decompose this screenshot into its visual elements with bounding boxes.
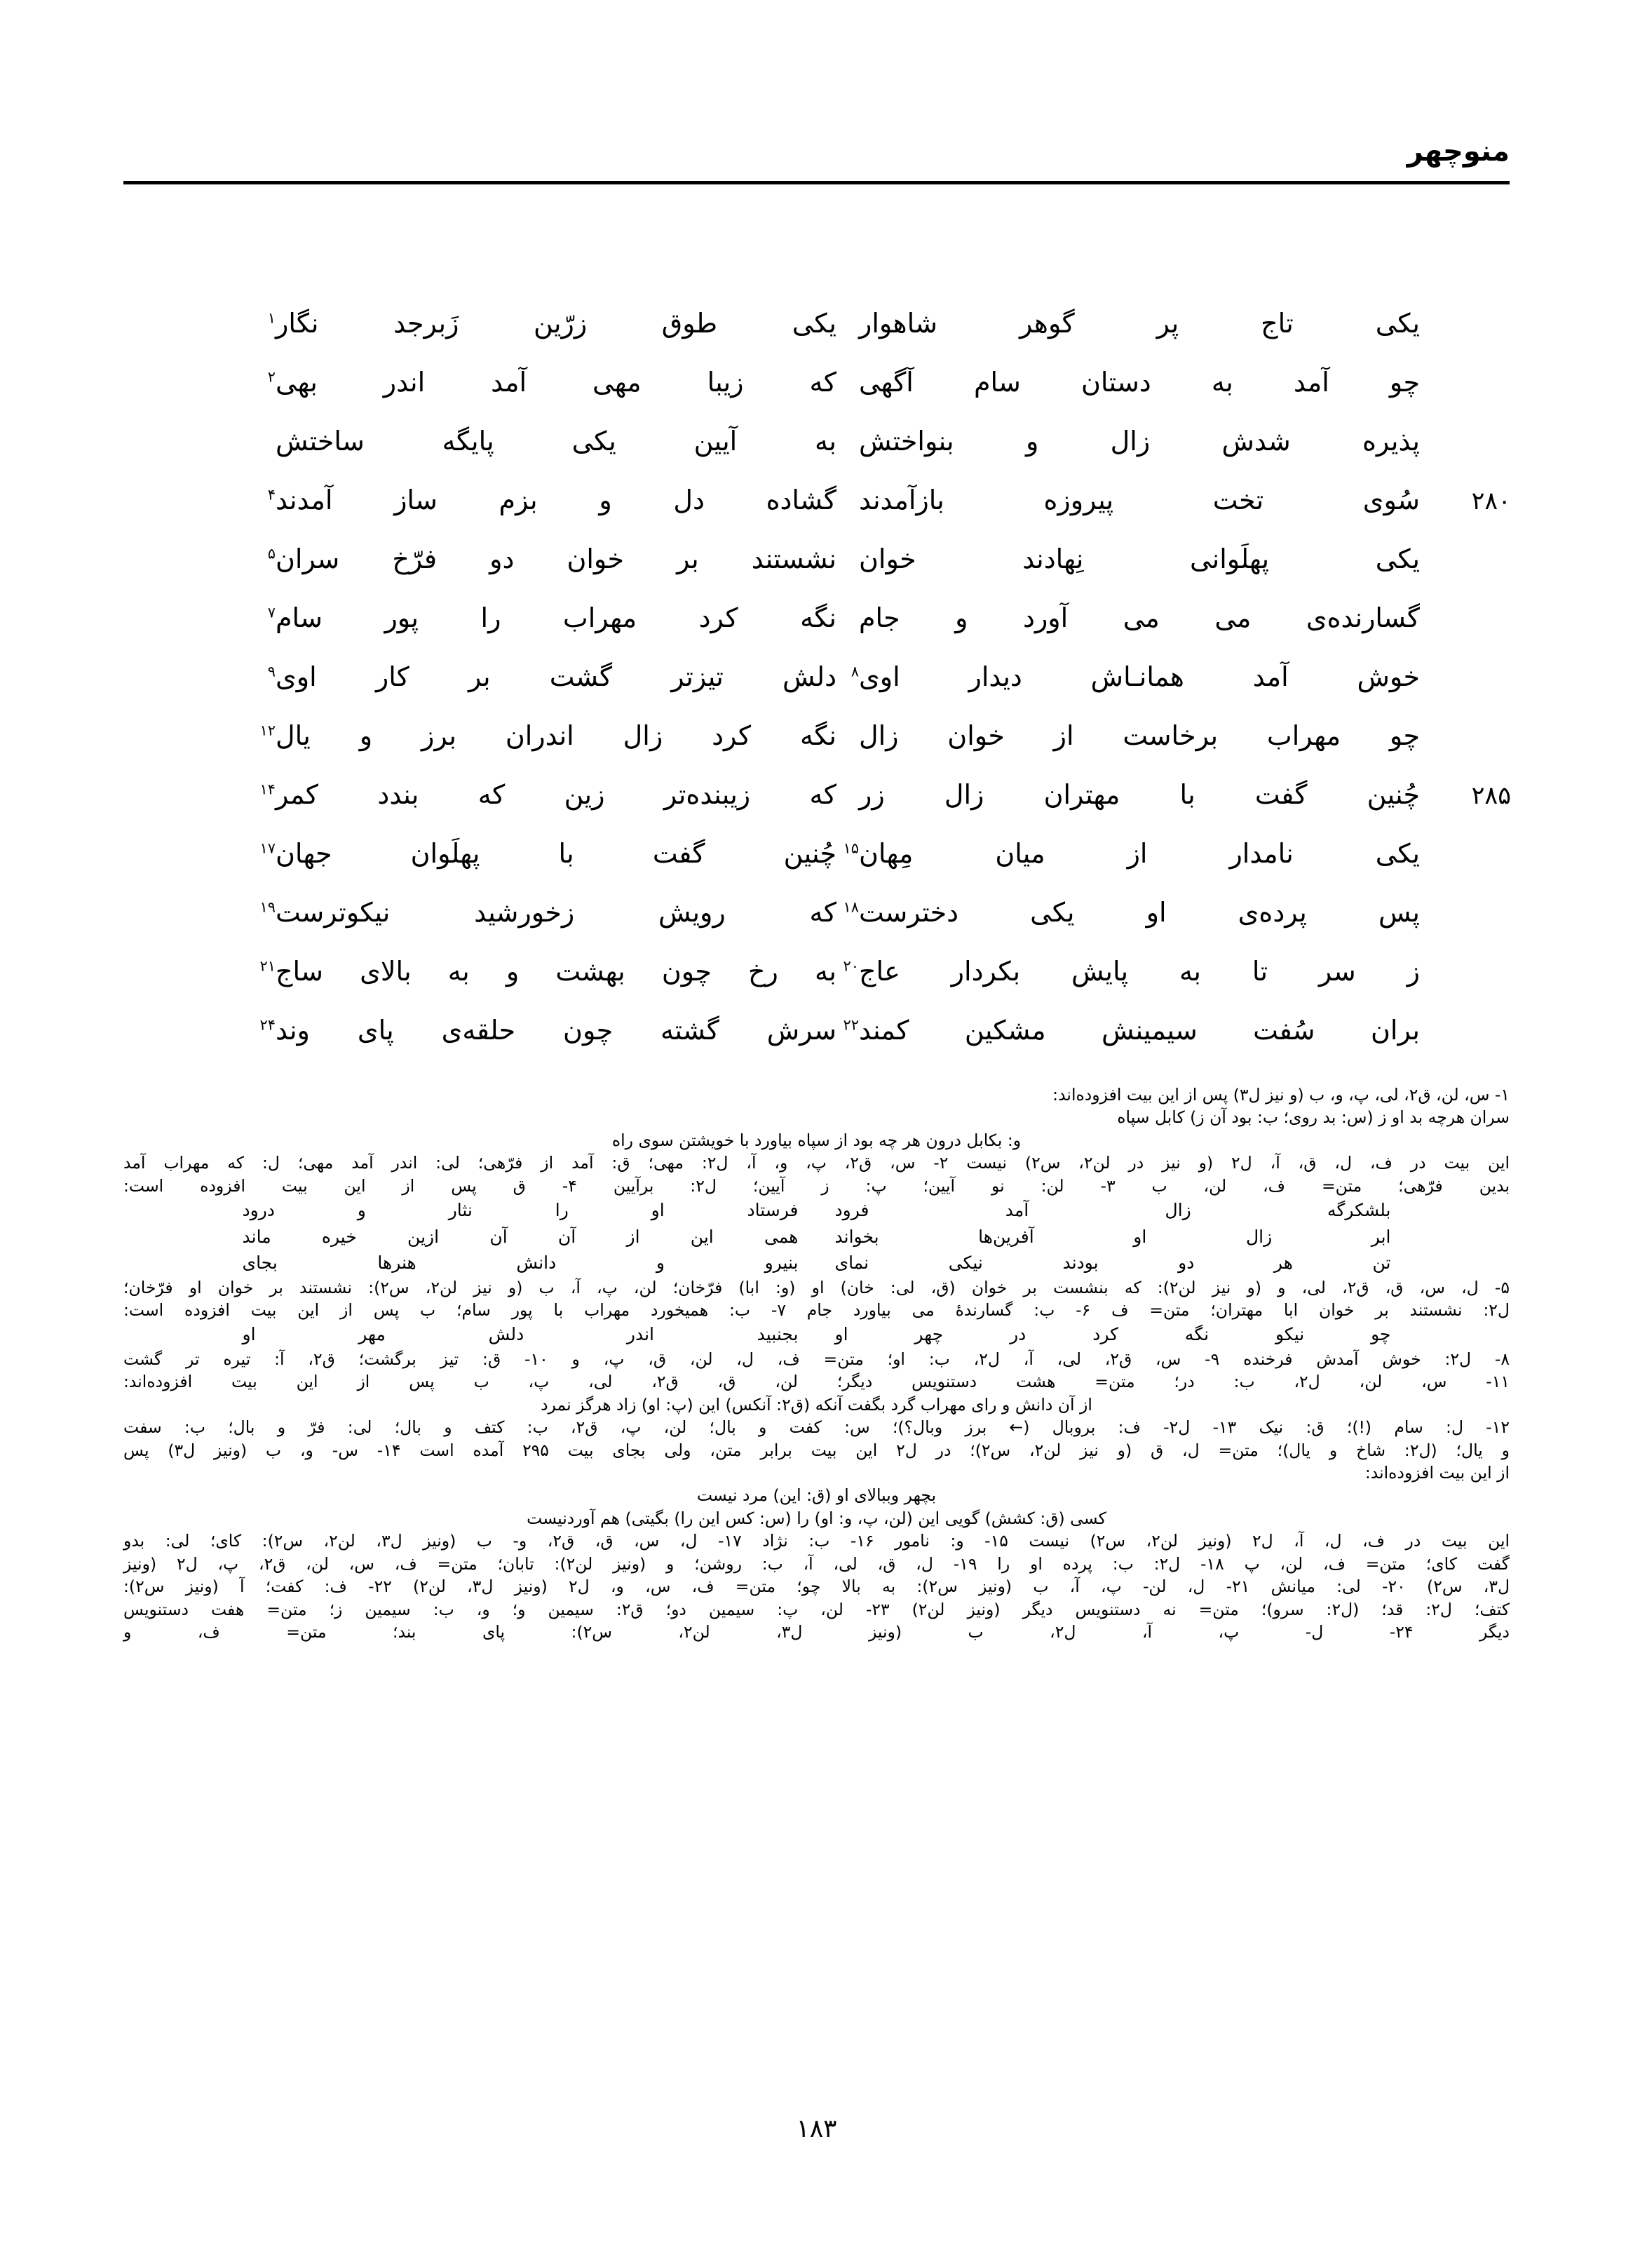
hemistich-text: به رخ چون بهشت و به بالای ساج (276, 956, 836, 987)
quoted-hemistich-left: بجنبید اندر دلش مهر او (242, 1324, 799, 1345)
verse-block (123, 302, 1510, 1067)
apparatus-line: کتف؛ ل۲: قد؛ (ل۲: سرو)؛ متن= نه دستنویس دیگر (ونیز لن۲) ۲۳- لن، پ: سیمین دو؛ ق۲: سیمین و؛ و، ب: سیمین ز؛ متن= هفت دستنویس (123, 1599, 1510, 1619)
hemistich-text: چو مهراب برخاست از خوان زال (859, 720, 1420, 751)
hemistich-text: گشاده دل و بزم ساز آمدند (276, 485, 836, 515)
quoted-couplet (224, 1321, 1409, 1348)
footnote-marker: ۱۷ (259, 839, 276, 857)
apparatus-line: گفت کای؛ متن= ف، لن، پ ۱۸- ل۲: ب: پرده او را ۱۹- ل، ق، لی، آ، ب: روشن؛ و (ونیز لن۲): تابان؛ متن= ف، س، لن، ق۲، پ، ل۲ (ونیز (123, 1553, 1510, 1574)
verse-line (123, 832, 1510, 891)
footnote-marker: ۷ (267, 604, 276, 621)
verse-line (123, 537, 1510, 596)
hemistich-text: بران سُفت سیمینش مشکین کمند (859, 1015, 1420, 1046)
apparatus-line: بدین فرّهی؛ متن= ف، لن، ب ۳- لن: نو آیین؛ پ: ز آیین؛ ل۲: برآیین ۴- ق پس از این بیت افزوده است: (123, 1175, 1510, 1196)
hemistich-left (267, 366, 836, 400)
apparatus-line: ل۳، س۲) ۲۰- لی: میانش ۲۱- ل، لن- پ، آ، ب (ونیز س۲): به بالا چو؛ متن= ف، س، و، ل۲ (ونیز ل۳، لن۲) ۲۲- ف: کفت؛ آ (ونیز س۲): (123, 1577, 1510, 1597)
hemistich-text: سرش گشته چون حلقه‌ی پای وند (276, 1015, 836, 1046)
hemistich-text: چُنین گفت با پهلَوان جهان (276, 838, 836, 869)
verse-line (123, 360, 1510, 419)
hemistich-text: یکی تاج پر گوهر شاهوار (859, 308, 1420, 339)
hemistich-right (843, 837, 1420, 871)
verse-line (123, 891, 1510, 950)
critical-apparatus (123, 1084, 1510, 1643)
verse-line (123, 419, 1510, 478)
hemistich-text: یکی پهلَوانی نِهادند خوان (859, 544, 1420, 574)
footnote-marker: ۹ (267, 663, 276, 680)
hemistich-left (259, 896, 836, 930)
quoted-hemistich-right: چو نیکو نگه کرد در چهر او (834, 1324, 1391, 1345)
quoted-couplet (224, 1224, 1409, 1250)
hemistich-text: چو آمد به دستان سام آگهی (859, 367, 1420, 398)
hemistich-right (859, 778, 1420, 812)
page-header (123, 137, 1510, 202)
hemistich-text: نگه کرد زال اندران برز و یال (276, 720, 836, 751)
hemistich-text: که رویش زخورشید نیکوترست (276, 897, 836, 928)
quoted-hemistich-right: تن هر دو بودند نیکی نمای (834, 1253, 1391, 1274)
apparatus-line: ۱- س، لن، ق۲، لی، پ، و، ب (و نیز ل۳) پس از این بیت افزوده‌اند: (1052, 1085, 1510, 1105)
hemistich-text: خوش آمد همانـاش دیدار اوی (859, 661, 1420, 692)
apparatus-line: ۵- ل، س، ق، ق۲، لی، و (و نیز لن۲): که بنشست بر خوان (ق، لی: خان) او (و: ابا) فرّخان؛ لن، پ، آ، ب (و نیز لن۲، س۲): نشستند بر خوان او فرّخان؛ (123, 1277, 1510, 1297)
footnote-marker: ۲۰ (843, 957, 859, 975)
hemistich-left (267, 307, 836, 341)
header-divider-rule (123, 181, 1510, 184)
footnote-marker: ۲۲ (843, 1016, 859, 1034)
hemistich-right (843, 1014, 1420, 1048)
hemistich-right (843, 955, 1420, 989)
footnote-marker: ۴ (267, 486, 276, 504)
hemistich-text: به آیین یکی پایگه ساختش (276, 426, 836, 457)
verse-line (123, 714, 1510, 773)
apparatus-line: کسی (ق: کشش) گویی این (لن، پ، و: او) را (س: کس این را) بگیتی) هم آوردنیست (527, 1508, 1106, 1528)
apparatus-line: ۱۲- ل: سام (!)؛ ق: نیک ۱۳- ل۲- ف: بروبال (← برز وبال؟)؛ س: کفت و بال؛ لن، پ، ق۲، ب: کتف و بال؛ لی: فرّ و بال؛ ب: سفت (123, 1417, 1510, 1438)
verse-number: ۲۸۵ (1471, 782, 1511, 810)
apparatus-line: از آن دانش و رای مهراب گرد بگفت آنکه (ق۲: آنکس) این (پ: او) زاد هرگز نمرد (541, 1394, 1092, 1415)
hemistich-text: یکی طوق زرّین زَبرجد نگار (276, 308, 836, 339)
apparatus-line: و یال؛ (ل۲: شاخ و یال)؛ متن= ل، ق (و نیز لن۲، س۲)؛ در ل۲ این بیت برابر متن، ولی بجای بیت ۲۹۵ آمده است ۱۴- س- و، ب (ونیز ل۳) پس (123, 1440, 1510, 1460)
hemistich-left (259, 955, 836, 989)
footnote-marker: ۱ (267, 309, 276, 327)
hemistich-right (859, 602, 1420, 635)
hemistich-text: چُنین گفت با مهتران زال زر (859, 779, 1420, 810)
apparatus-line: سران هرچه بد او ز (س: بد روی؛ ب: بود آن ز) کابل سپاه (1117, 1107, 1510, 1128)
apparatus-line: ۱۱- س، لن، ل۲، ب: در؛ متن= هشت دستنویس دیگر؛ لن، ق، ق۲، لی، پ، ب پس از این بیت افزوده‌اند: (123, 1372, 1510, 1392)
verse-line (123, 655, 1510, 714)
verse-line (123, 478, 1510, 537)
footnote-marker: ۸ (851, 663, 859, 680)
verse-number: ۲۸۰ (1471, 487, 1511, 515)
apparatus-line: ل۲: نشستند بر خوان ابا مهتران؛ متن= ف ۶- ب: گسارندهٔ می بیاورد جام ۷- ب: همیخورد مهراب با پور سام؛ ب پس از این بیت افزوده است: (123, 1300, 1510, 1321)
quoted-hemistich-right: ابر زال او آفرین‌ها بخواند (834, 1226, 1391, 1247)
hemistich-right (859, 543, 1420, 576)
hemistich-left (259, 1014, 836, 1048)
hemistich-right (859, 366, 1420, 400)
hemistich-text: یکی نامدار از میان مِهان (859, 838, 1420, 869)
apparatus-line: بچهر وببالای او (ق: این) مرد نیست (696, 1485, 937, 1506)
hemistich-right (859, 307, 1420, 341)
footnote-marker: ۲۴ (259, 1016, 276, 1034)
footnote-marker: ۱۴ (259, 781, 276, 798)
verse-line (123, 1008, 1510, 1067)
apparatus-line: این بیت در ف، ل، آ، ل۲ (ونیز لن۲، س۲) نیست ۱۵- و: نامور ۱۶- ب: نژاد ۱۷- ل، س، ق، ق۲، و- ب (ونیز ل۳، لن۲، س۲): کای؛ لی: بدو (123, 1531, 1510, 1551)
verse-line (123, 950, 1510, 1008)
quoted-hemistich-left: بنیرو و دانش هنرها بجای (242, 1253, 799, 1274)
hemistich-text: نشستند بر خوان دو فرّخ سران (276, 544, 836, 574)
footnote-marker: ۱۵ (843, 839, 859, 857)
footnote-marker: ۱۸ (843, 898, 859, 916)
apparatus-line: ۸- ل۲: خوش آمدش فرخنده ۹- س، ق۲، لی، آ، ل۲، ب: او؛ متن= ف، ل، لن، ق، پ، و ۱۰- ق: تیز برگشت؛ ق۲، آ: تیره تر گشت (123, 1349, 1510, 1369)
verse-line (123, 302, 1510, 360)
hemistich-left (276, 425, 836, 459)
hemistich-left (267, 602, 836, 635)
footnote-marker: ۲ (267, 368, 276, 386)
hemistich-left (267, 484, 836, 518)
quoted-hemistich-left: همی این از آن آن ازین خیره ماند (242, 1226, 799, 1247)
hemistich-text: گسارنده‌ی می می آورد و جام (859, 602, 1420, 633)
quoted-hemistich-right: بلشکرگه زال آمد فرود (834, 1200, 1391, 1221)
apparatus-line: این بیت در ف، ل، ق، آ، ل۲ (و نیز در لن۲، س۲) نیست ۲- س، ق۲، پ، و، آ، ل۲: مهی؛ ق: آمد از فرّهی؛ لی: اندر آمد مهی؛ ل: که مهراب آمد (123, 1153, 1510, 1173)
apparatus-line: از این بیت افزوده‌اند: (1364, 1463, 1510, 1483)
hemistich-left (259, 837, 836, 871)
hemistich-text: دلش تیزتر گشت بر کار اوی (276, 661, 836, 692)
hemistich-text: پس پرده‌ی او یکی دخترست (859, 897, 1420, 928)
hemistich-right (843, 896, 1420, 930)
footnote-marker: ۱۲ (259, 722, 276, 739)
folio-page-number: ۱۸۳ (796, 2114, 837, 2143)
footnote-marker: ۲۱ (259, 957, 276, 975)
hemistich-right (859, 720, 1420, 753)
hemistich-right (851, 661, 1420, 694)
hemistich-left (259, 778, 836, 812)
hemistich-text: نگه کرد مهراب را پور سام (276, 602, 836, 633)
hemistich-left (259, 720, 836, 753)
hemistich-text: که زیبا مهی آمد اندر بهی (276, 367, 836, 398)
hemistich-left (267, 661, 836, 694)
quoted-hemistich-left: فرستاد او را نثار و درود (242, 1200, 799, 1221)
hemistich-text: که زیبنده‌تر زین که بندد کمر (276, 779, 836, 810)
hemistich-right (859, 425, 1420, 459)
quoted-couplet (224, 1197, 1409, 1224)
running-head-title: منوچهر (1407, 135, 1510, 168)
hemistich-text: پذیره شدش زال و بنواختش (859, 426, 1420, 457)
hemistich-left (267, 543, 836, 576)
verse-line (123, 773, 1510, 832)
quoted-couplet (224, 1250, 1409, 1276)
apparatus-line: دیگر ۲۴- ل- پ، آ، ل۲، ب (ونیز ل۳، لن۲، س۲): پای بند؛ متن= ف، و (123, 1622, 1510, 1642)
hemistich-text: سُوی تخت پیروزه بازآمدند (859, 485, 1420, 515)
footnote-marker: ۵ (267, 545, 276, 562)
hemistich-right (859, 484, 1420, 518)
footnote-marker: ۱۹ (259, 898, 276, 916)
hemistich-text: ز سر تا به پایش بکردار عاج (859, 956, 1420, 987)
apparatus-line: و: بکابل درون هر چه بود از سپاه بیاورد با خویشتن سوی راه (611, 1130, 1022, 1150)
verse-line (123, 596, 1510, 655)
